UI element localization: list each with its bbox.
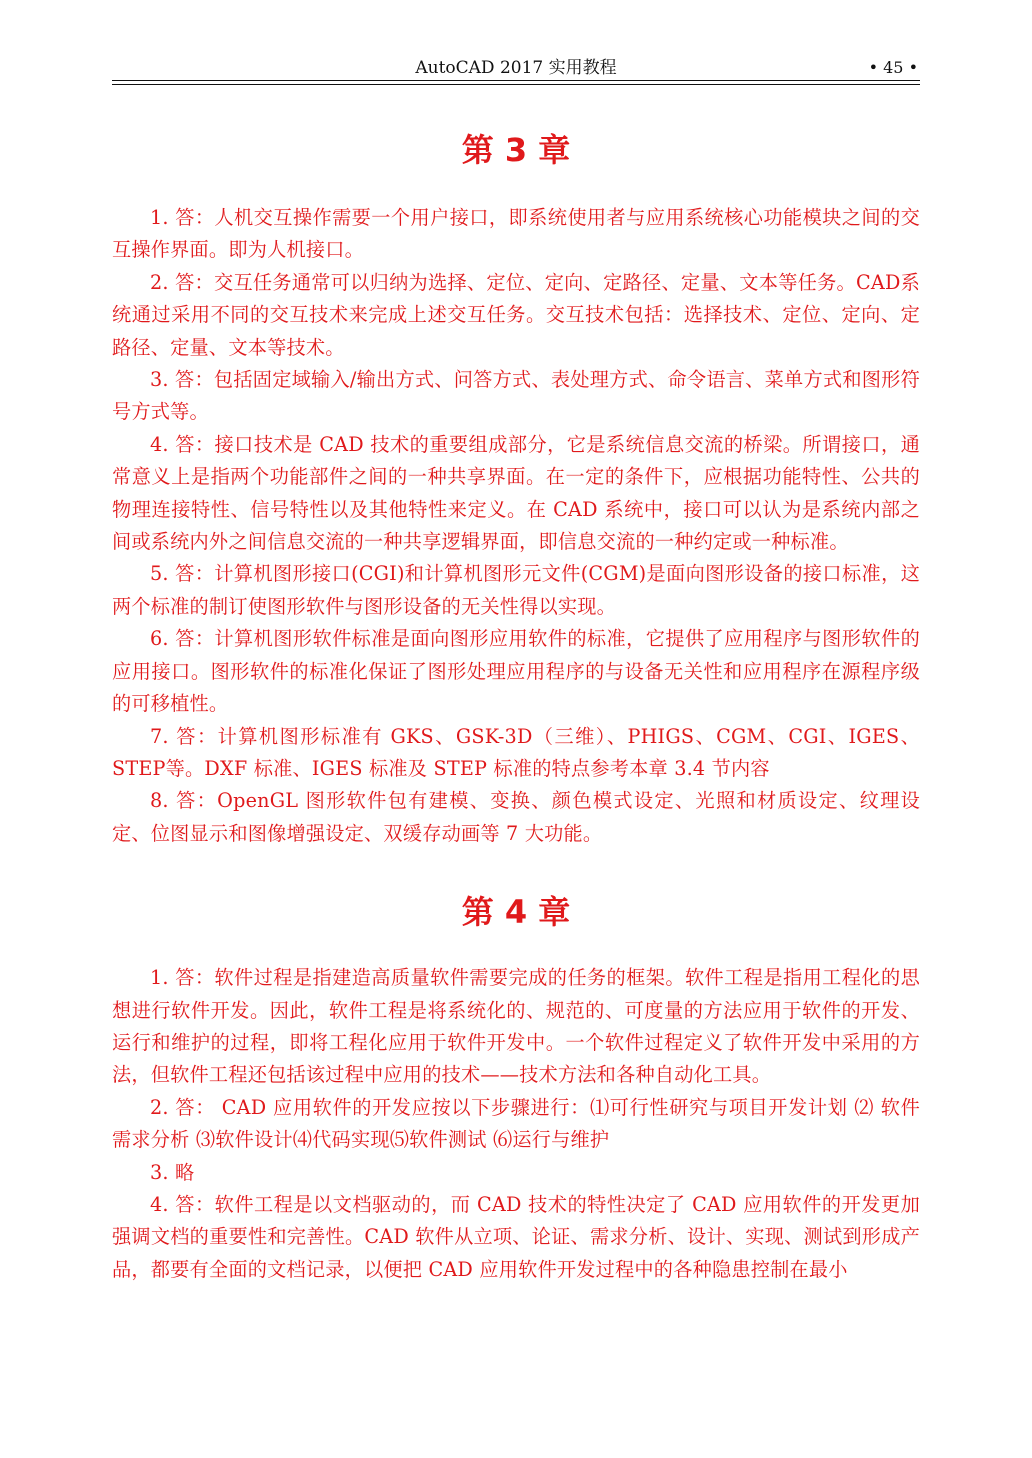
- answer-paragraph: 4. 答：软件工程是以文档驱动的，而 CAD 技术的特性决定了 CAD 应用软件的开发更加强调文档的重要性和完善性。CAD 软件从立项、论证、需求分析、设计、实现、测试到形成产品，都要有全面的文档记录，以便把 CAD 应用软件开发过程中的各种隐患控制在最小: [112, 1192, 920, 1281]
- answer-paragraph: 7. 答：计算机图形标准有 GKS、GSK-3D（三维）、PHIGS、CGM、CGI、IGES、STEP等。DXF 标准、IGES 标准及 STEP 标准的特点参考本章 3.4 节内容: [112, 724, 920, 780]
- answer-paragraph: 4. 答：接口技术是 CAD 技术的重要组成部分，它是系统信息交流的桥梁。所谓接口，通常意义上是指两个功能部件之间的一种共享界面。在一定的条件下，应根据功能特性、公共的物理连接特性、信号特性以及其他特性来定义。在 CAD 系统中，接口可以认为是系统内部之间或系统内外之间信息交流的一种共享逻辑界面，即信息交流的一种约定或一种标准。: [112, 432, 920, 554]
- answer-paragraph: 2. 答：交互任务通常可以归纳为选择、定位、定向、定路径、定量、文本等任务。CAD系统通过采用不同的交互技术来完成上述交互任务。交互技术包括：选择技术、定位、定向、定路径、定量、文本等技术。: [112, 270, 920, 359]
- document-page: [112, 0, 920, 1286]
- answer-paragraph: 6. 答：计算机图形软件标准是面向图形应用软件的标准，它提供了应用程序与图形软件的应用接口。图形软件的标准化保证了图形处理应用程序的与设备无关性和应用程序在源程序级的可移植性。: [112, 627, 920, 716]
- answer-paragraph: 1. 答：人机交互操作需要一个用户接口，即系统使用者与应用系统核心功能模块之间的交互操作界面。即为人机接口。: [112, 206, 920, 262]
- answer-paragraph: 5. 答：计算机图形接口(CGI)和计算机图形元文件(CGM)是面向图形设备的接口标准，这两个标准的制订使图形软件与图形设备的无关性得以实现。: [112, 562, 920, 618]
- header-rule-thick: [112, 80, 920, 81]
- answer-paragraph: 3. 略: [150, 1160, 195, 1184]
- chapter-4-title: 第 4 章: [461, 893, 571, 932]
- answer-paragraph: 8. 答：OpenGL 图形软件包有建模、变换、颜色模式设定、光照和材质设定、纹理设定、位图显示和图像增强设定、双缓存动画等 7 大功能。: [112, 789, 920, 845]
- chapter-3-title: 第 3 章: [461, 131, 571, 169]
- chapter-4-answers: [112, 962, 920, 1286]
- answer-paragraph: 1. 答：软件过程是指建造高质量软件需要完成的任务的框架。软件工程是指用工程化的思想进行软件开发。因此，软件工程是将系统化的、规范的、可度量的方法应用于软件的开发、运行和维护的过程，即将工程化应用于软件开发中。一个软件过程定义了软件开发中采用的方法，但软件工程还包括该过程中应用的技术——技术方法和各种自动化工具。: [112, 966, 920, 1087]
- header-rule-thin: [112, 84, 920, 85]
- answer-paragraph: 2. 答： CAD 应用软件的开发应按以下步骤进行：⑴可行性研究与项目开发计划 ⑵ 软件需求分析 ⑶软件设计⑷代码实现⑸软件测试 ⑹运行与维护: [112, 1095, 920, 1152]
- answer-paragraph: 3. 答：包括固定域输入/输出方式、问答方式、表处理方式、命令语言、菜单方式和图形符号方式等。: [112, 368, 920, 424]
- page-number: • 45 •: [868, 58, 918, 77]
- running-title: AutoCAD 2017 实用教程: [415, 58, 617, 78]
- page-header: [112, 0, 920, 82]
- chapter-3-answers: [112, 202, 920, 850]
